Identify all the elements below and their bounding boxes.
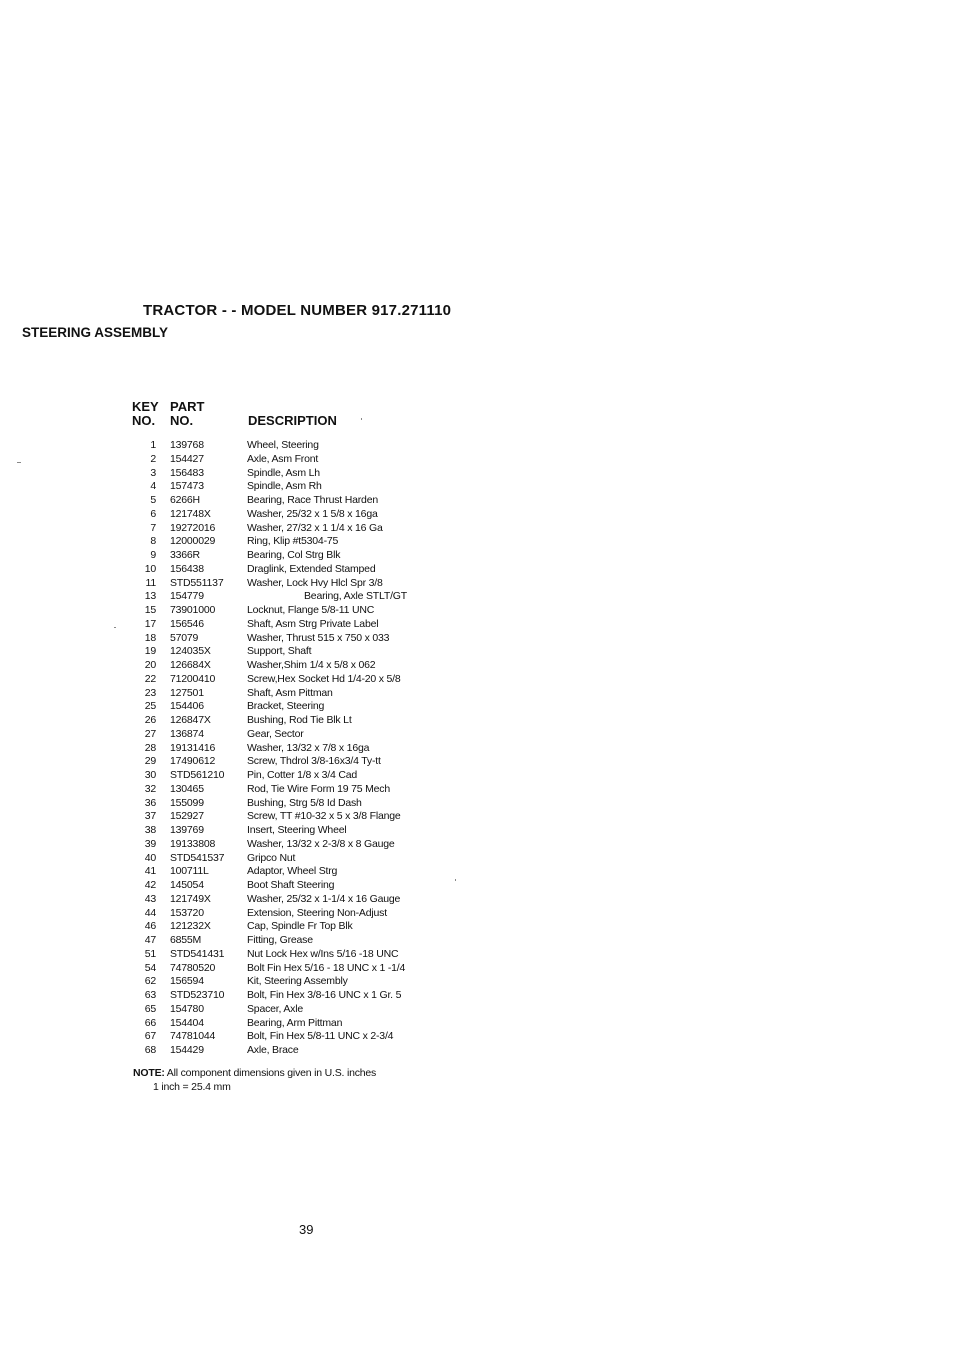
scan-speck <box>361 418 362 420</box>
part-number: 12000029 <box>170 535 216 548</box>
table-row <box>118 728 407 742</box>
part-number: 136874 <box>170 727 204 740</box>
part-description: Adaptor, Wheel Strg <box>247 865 338 878</box>
part-number: 154404 <box>170 1016 204 1029</box>
part-description: Gear, Sector <box>247 727 304 740</box>
page-title: TRACTOR - - MODEL NUMBER 917.271110 <box>143 302 452 319</box>
key-number: 6 <box>150 507 156 520</box>
part-number: 152927 <box>170 810 204 823</box>
key-number: 11 <box>145 576 156 589</box>
table-row <box>118 1044 407 1058</box>
description-header: DESCRIPTION <box>248 413 337 428</box>
table-row <box>118 467 407 481</box>
note-conversion: 1 inch = 25.4 mm <box>153 1081 231 1093</box>
scan-speck <box>114 627 116 628</box>
part-number: 139768 <box>170 439 204 451</box>
key-number: 37 <box>144 810 156 823</box>
part-description: Screw, Thdrol 3/8-16x3/4 Ty-tt <box>247 755 381 768</box>
key-number: 4 <box>150 480 156 493</box>
table-row <box>118 480 407 494</box>
key-number: 2 <box>150 452 156 465</box>
part-description: Gripco Nut <box>247 851 296 864</box>
part-description: Rod, Tie Wire Form 19 75 Mech <box>247 782 390 795</box>
part-number: 154406 <box>170 700 204 713</box>
part-description: Bearing, Col Strg Blk <box>247 549 341 561</box>
part-number: 6855M <box>170 934 202 946</box>
table-row <box>118 700 407 714</box>
table-row <box>118 769 407 783</box>
page-number: 39 <box>299 1222 314 1237</box>
key-number: 65 <box>144 1002 156 1015</box>
key-number: 63 <box>144 989 156 1001</box>
key-number: 42 <box>144 879 156 891</box>
table-row <box>118 645 407 659</box>
part-description: Locknut, Flange 5/8-11 UNC <box>247 604 375 616</box>
part-description: Washer,Shim 1/4 x 5/8 x 062 <box>247 659 376 671</box>
key-number: 36 <box>144 796 156 809</box>
table-row <box>118 687 407 701</box>
note <box>133 1067 376 1079</box>
part-number: 121749X <box>170 892 211 905</box>
table-row <box>118 632 407 646</box>
part-number: 130465 <box>170 782 204 795</box>
part-description: Wheel, Steering <box>247 439 319 451</box>
table-row <box>118 508 407 522</box>
parts-table <box>118 439 407 1058</box>
part-number: 154429 <box>170 1044 204 1056</box>
part-number: 74781044 <box>170 1030 216 1043</box>
key-number: 41 <box>144 865 156 878</box>
part-number: 153720 <box>170 906 204 919</box>
part-number: 73901000 <box>170 604 216 616</box>
table-row <box>118 797 407 811</box>
table-row <box>118 439 407 453</box>
table-row <box>118 879 407 893</box>
table-row <box>118 893 407 907</box>
table-row <box>118 659 407 673</box>
table-row <box>118 604 407 618</box>
key-number: 43 <box>144 892 156 905</box>
section-title: STEERING ASSEMBLY <box>22 325 169 340</box>
key-number: 15 <box>144 604 156 616</box>
part-description: Bushing, Rod Tie Blk Lt <box>247 714 352 726</box>
part-number: 154780 <box>170 1002 204 1015</box>
key-number: 28 <box>144 741 156 754</box>
part-description: Spindle, Asm Lh <box>247 466 320 479</box>
table-row <box>118 673 407 687</box>
part-description: Axle, Asm Front <box>247 452 319 465</box>
table-row <box>118 453 407 467</box>
part-description: Spindle, Asm Rh <box>247 480 322 493</box>
key-number: 19 <box>144 645 156 658</box>
table-row <box>118 865 407 879</box>
scan-speck <box>455 879 456 881</box>
key-number: 29 <box>144 755 156 768</box>
note-text: All component dimensions given in U.S. inches <box>164 1067 377 1079</box>
part-description: Axle, Brace <box>247 1044 299 1056</box>
part-description: Draglink, Extended Stamped <box>247 562 376 575</box>
part-description: Bolt Fin Hex 5/16 - 18 UNC x 1 -1/4 <box>247 961 406 974</box>
part-description: Kit, Steering Assembly <box>247 975 348 988</box>
table-row <box>118 590 407 604</box>
key-number: 40 <box>144 851 156 864</box>
part-number: 126847X <box>170 714 211 726</box>
part-number: 3366R <box>170 549 200 561</box>
table-row <box>118 714 407 728</box>
table-row <box>118 948 407 962</box>
part-description: Support, Shaft <box>247 645 312 658</box>
table-row <box>118 920 407 934</box>
key-number: 26 <box>144 714 156 726</box>
part-description: Nut Lock Hex w/Ins 5/16 -18 UNC <box>247 947 399 960</box>
part-number: 145054 <box>170 879 204 891</box>
part-description: Bearing, Race Thrust Harden <box>247 494 378 506</box>
key-number: 25 <box>144 700 156 713</box>
key-number: 66 <box>144 1016 156 1029</box>
table-row <box>118 549 407 563</box>
key-number: 38 <box>144 824 156 836</box>
part-number: STD541431 <box>170 947 225 960</box>
part-number: 19133808 <box>170 837 216 850</box>
part-number: 157473 <box>170 480 204 493</box>
key-header-line1: KEY <box>132 399 159 414</box>
part-header-line1: PART <box>170 399 205 414</box>
part-number: 126684X <box>170 659 211 671</box>
key-number: 32 <box>144 782 156 795</box>
part-number: 121232X <box>170 920 211 933</box>
key-number: 7 <box>150 521 156 534</box>
part-number: 74780520 <box>170 961 216 974</box>
part-number: 154779 <box>170 590 204 603</box>
key-number: 20 <box>144 659 156 671</box>
part-description: Washer, 25/32 x 1-1/4 x 16 Gauge <box>247 892 401 905</box>
part-description: Bearing, Axle STLT/GT <box>304 590 407 603</box>
table-row <box>118 975 407 989</box>
part-description: Washer, 25/32 x 1 5/8 x 16ga <box>247 507 378 520</box>
part-description: Bracket, Steering <box>247 700 325 713</box>
part-number: STD551137 <box>170 576 224 589</box>
key-number: 46 <box>144 920 156 933</box>
part-description: Washer, 27/32 x 1 1/4 x 16 Ga <box>247 521 383 534</box>
key-number: 47 <box>144 934 156 946</box>
part-number: 156594 <box>170 975 204 988</box>
key-number: 1 <box>150 439 156 451</box>
part-description: Bearing, Arm Pittman <box>247 1016 343 1029</box>
part-description: Boot Shaft Steering <box>247 879 335 891</box>
key-number: 30 <box>144 769 156 781</box>
part-number: STD541537 <box>170 851 225 864</box>
part-description: Bolt, Fin Hex 5/8-11 UNC x 2-3/4 <box>247 1030 394 1043</box>
table-row <box>118 838 407 852</box>
key-number: 3 <box>150 466 156 479</box>
part-number: 6266H <box>170 494 200 506</box>
part-number: 71200410 <box>170 672 216 685</box>
table-row <box>118 1017 407 1031</box>
key-number: 5 <box>150 494 156 506</box>
key-number: 10 <box>144 562 156 575</box>
table-row <box>118 907 407 921</box>
key-number: 39 <box>144 837 156 850</box>
parts-table-body <box>118 439 407 1058</box>
key-number: 62 <box>144 975 156 988</box>
part-number: 17490612 <box>170 755 216 768</box>
table-row <box>118 494 407 508</box>
part-description: Washer, Thrust 515 x 750 x 033 <box>247 631 390 644</box>
table-row <box>118 618 407 632</box>
table-row <box>118 783 407 797</box>
part-description: Bolt, Fin Hex 3/8-16 UNC x 1 Gr. 5 <box>247 989 402 1001</box>
part-description: Screw,Hex Socket Hd 1/4-20 x 5/8 <box>247 672 401 685</box>
part-description: Bushing, Strg 5/8 Id Dash <box>247 796 362 809</box>
part-number: 127501 <box>170 686 204 699</box>
part-description: Spacer, Axle <box>247 1002 303 1015</box>
part-number: 156546 <box>170 617 204 630</box>
part-number: STD561210 <box>170 769 225 781</box>
table-row <box>118 852 407 866</box>
part-number: 121748X <box>170 507 211 520</box>
key-number: 68 <box>144 1044 156 1056</box>
part-description: Cap, Spindle Fr Top Blk <box>247 920 353 933</box>
part-number: 57079 <box>170 631 199 644</box>
key-number: 51 <box>144 947 156 960</box>
part-number: 124035X <box>170 645 211 658</box>
part-description: Insert, Steering Wheel <box>247 824 347 836</box>
part-number: 154427 <box>170 452 204 465</box>
table-row <box>118 755 407 769</box>
key-number: 13 <box>144 590 156 603</box>
table-row <box>118 989 407 1003</box>
table-row <box>118 824 407 838</box>
part-description: Shaft, Asm Strg Private Label <box>247 617 379 630</box>
part-description: Shaft, Asm Pittman <box>247 686 333 699</box>
part-description: Washer, 13/32 x 2-3/8 x 8 Gauge <box>247 837 395 850</box>
scan-speck <box>17 462 21 463</box>
part-number: 19272016 <box>170 521 216 534</box>
key-number: 22 <box>144 672 156 685</box>
part-number: 100711L <box>170 865 209 878</box>
key-number: 44 <box>144 906 156 919</box>
key-number: 17 <box>144 617 156 630</box>
table-row <box>118 810 407 824</box>
note-label: NOTE: <box>133 1067 165 1079</box>
table-row <box>118 535 407 549</box>
part-description: Washer, Lock Hvy Hlcl Spr 3/8 <box>247 576 383 589</box>
part-number: 155099 <box>170 796 204 809</box>
part-number: 139769 <box>170 824 204 836</box>
table-row <box>118 1003 407 1017</box>
part-number: 156438 <box>170 562 204 575</box>
table-row <box>118 577 407 591</box>
part-number: 156483 <box>170 466 204 479</box>
key-number: 67 <box>144 1030 156 1043</box>
part-description: Screw, TT #10-32 x 5 x 3/8 Flange <box>247 810 401 823</box>
key-number: 18 <box>144 631 156 644</box>
key-number: 9 <box>150 549 156 561</box>
key-number: 27 <box>144 727 156 740</box>
table-row <box>118 962 407 976</box>
part-description: Fitting, Grease <box>247 934 313 946</box>
key-number: 23 <box>144 686 156 699</box>
table-row <box>118 522 407 536</box>
part-description: Washer, 13/32 x 7/8 x 16ga <box>247 741 370 754</box>
key-number: 8 <box>150 535 156 548</box>
part-description: Ring, Klip #t5304-75 <box>247 535 339 548</box>
table-row <box>118 742 407 756</box>
part-number: STD523710 <box>170 989 225 1001</box>
table-row <box>118 1030 407 1044</box>
part-description: Pin, Cotter 1/8 x 3/4 Cad <box>247 769 357 781</box>
key-number: 54 <box>144 961 156 974</box>
table-row <box>118 934 407 948</box>
table-row <box>118 563 407 577</box>
part-header-line2: NO. <box>170 413 194 428</box>
key-header-line2: NO. <box>132 413 156 428</box>
part-description: Extension, Steering Non-Adjust <box>247 906 387 919</box>
part-number: 19131416 <box>170 741 216 754</box>
